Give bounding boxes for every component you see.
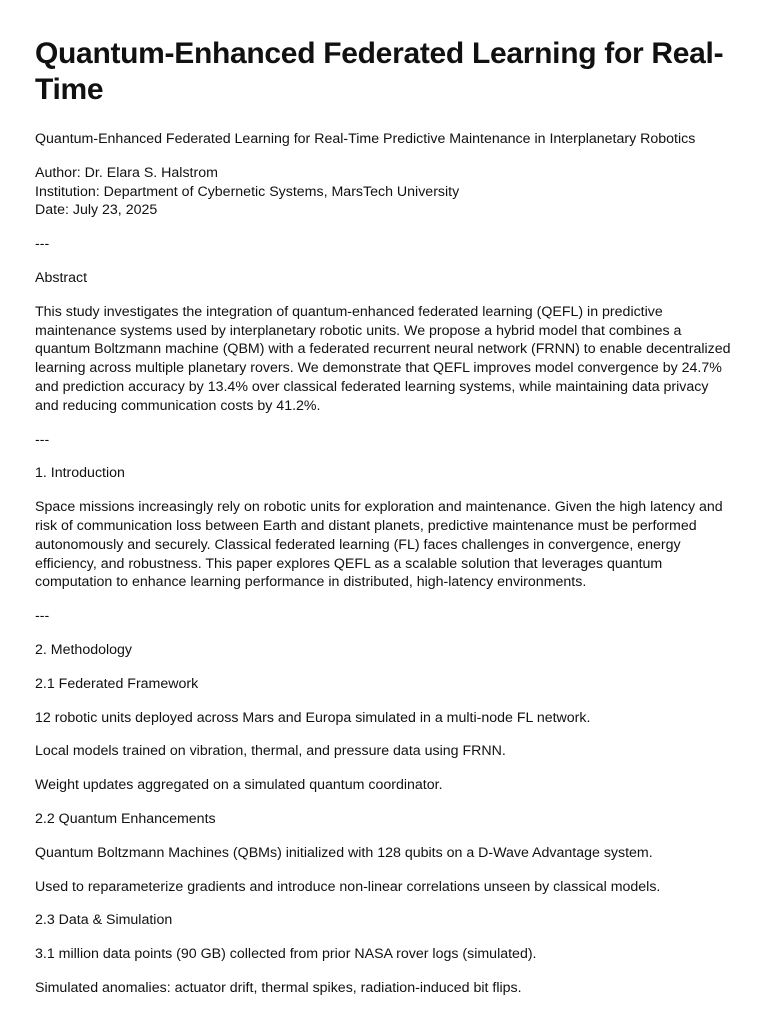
abstract-heading: Abstract	[35, 269, 88, 286]
federated-framework-heading: 2.1 Federated Framework	[35, 675, 199, 692]
quantum-enhancements-heading: 2.2 Quantum Enhancements	[35, 810, 216, 827]
separator: ---	[35, 608, 50, 625]
introduction-body: Space missions increasingly rely on robotic units for exploration and maintenance. Given the high latency and risk of communication loss between Earth and distant planets, predictive maintenance must be performed autonomously and securely. Classical federated learning (FL) faces challenges in convergence, energy efficiency, and robustness. This paper explores QEFL as a scalable solution that leverages quantum computation to enhance learning performance in distributed, high-latency environments.	[35, 499, 723, 591]
date-line: Date: July 23, 2025	[35, 202, 158, 219]
paper-title: Quantum-Enhanced Federated Learning for Real-Time	[35, 37, 724, 106]
data-simulation-heading: 2.3 Data & Simulation	[35, 912, 173, 929]
federated-item: 12 robotic units deployed across Mars and Europa simulated in a multi-node FL network.	[35, 709, 591, 726]
methodology-heading: 2. Methodology	[35, 641, 133, 658]
paper-subtitle: Quantum-Enhanced Federated Learning for Real-Time Predictive Maintenance in Interplanetary Robotics	[35, 131, 696, 147]
data-item: Simulated anomalies: actuator drift, thermal spikes, radiation-induced bit flips.	[35, 979, 522, 996]
introduction-heading: 1. Introduction	[35, 465, 125, 482]
institution-line: Institution: Department of Cybernetic Systems, MarsTech University	[35, 183, 460, 200]
author-block	[35, 164, 732, 220]
abstract-body: This study investigates the integration of quantum-enhanced federated learning (QEFL) in predictive maintenance systems used by interplanetary robotic units. We propose a hybrid model that combines a quantum Boltzmann machine (QBM) with a federated recurrent neural network (FRNN) to enable decentralized learning across multiple planetary rovers. We demonstrate that QEFL improves model convergence by 24.7% and prediction accuracy by 13.4% over classical federated learning systems, while maintaining data privacy and reducing communication costs by 41.2%.	[35, 303, 731, 414]
separator: ---	[35, 236, 50, 253]
quantum-item: Used to reparameterize gradients and introduce non-linear correlations unseen by classical models.	[35, 878, 661, 895]
federated-item: Weight updates aggregated on a simulated quantum coordinator.	[35, 777, 443, 794]
author-line: Author: Dr. Elara S. Halstrom	[35, 164, 218, 181]
data-item: 3.1 million data points (90 GB) collected from prior NASA rover logs (simulated).	[35, 946, 537, 963]
quantum-item: Quantum Boltzmann Machines (QBMs) initialized with 128 qubits on a D-Wave Advantage system.	[35, 844, 653, 861]
federated-item: Local models trained on vibration, thermal, and pressure data using FRNN.	[35, 743, 506, 760]
separator: ---	[35, 431, 50, 448]
